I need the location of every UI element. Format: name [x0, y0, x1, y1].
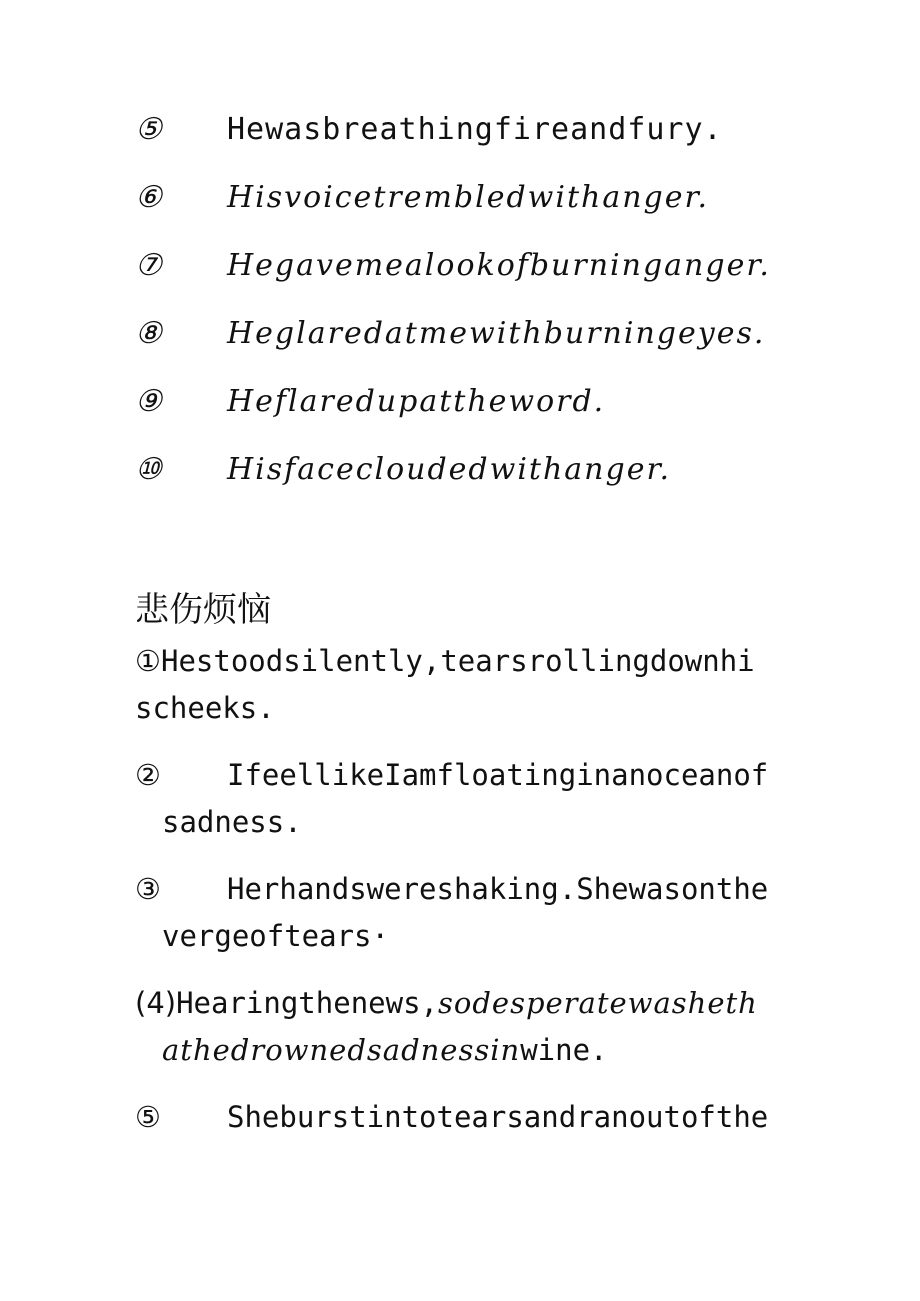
- list-item: [135, 448, 835, 516]
- item-text: Hegavemealookofburninganger.: [227, 248, 771, 283]
- item-number: ⑦: [135, 248, 163, 283]
- item-number: ⑥: [135, 180, 163, 215]
- list-item: [135, 312, 835, 380]
- item-text: Hisfacecloudedwithanger.: [227, 452, 672, 487]
- sadness-expressions-list: [135, 638, 795, 1161]
- item-number: ②: [135, 758, 161, 792]
- item-text: Hisvoicetrembledwithanger.: [227, 180, 710, 215]
- item-number: ①: [135, 644, 161, 678]
- list-item: [135, 176, 835, 244]
- item-text-italic: athedrownedsadnessin: [162, 1033, 521, 1067]
- item-text-plain: Hearingthenews,: [176, 986, 438, 1020]
- list-item: [135, 244, 835, 312]
- item-number: ⑤: [135, 1100, 161, 1134]
- item-text: Heflaredupattheword.: [227, 384, 606, 419]
- item-number: ⑩: [135, 452, 163, 487]
- item-number: ⑧: [135, 316, 163, 351]
- list-item: [135, 1094, 795, 1141]
- list-item: [135, 380, 835, 448]
- item-number: ③: [135, 872, 161, 906]
- item-text-line1: Sheburstintotearsandranoutofthe: [227, 1100, 769, 1134]
- item-number: ⑨: [135, 384, 163, 419]
- item-text-line2: scheeks.: [135, 691, 275, 725]
- list-item: [135, 866, 795, 960]
- item-number: (4): [135, 986, 177, 1020]
- list-item: [135, 752, 795, 846]
- item-text: Hewasbreathingfireandfury.: [227, 112, 723, 147]
- list-item: [135, 638, 795, 732]
- item-text-line2: vergeoftears·: [162, 919, 389, 953]
- item-text-line1: IfeellikeIamfloatinginanoceanof: [227, 758, 769, 792]
- section-heading: 悲伤烦恼: [135, 590, 271, 630]
- item-text-line1: Hestoodsilently,tearsrollingdownhi: [161, 644, 755, 678]
- item-number: ⑤: [135, 112, 163, 147]
- item-text-plain: wine.: [520, 1033, 608, 1067]
- item-text-italic: sodesperatewasheth: [438, 986, 758, 1020]
- item-text-line2: sadness.: [162, 805, 302, 839]
- item-text: Heglaredatmewithburningeyes.: [227, 316, 766, 351]
- list-item: [135, 108, 835, 176]
- anger-expressions-list: [135, 108, 835, 516]
- list-item: [135, 980, 795, 1074]
- item-text-line1: Herhandswereshaking.Shewasonthe: [227, 872, 769, 906]
